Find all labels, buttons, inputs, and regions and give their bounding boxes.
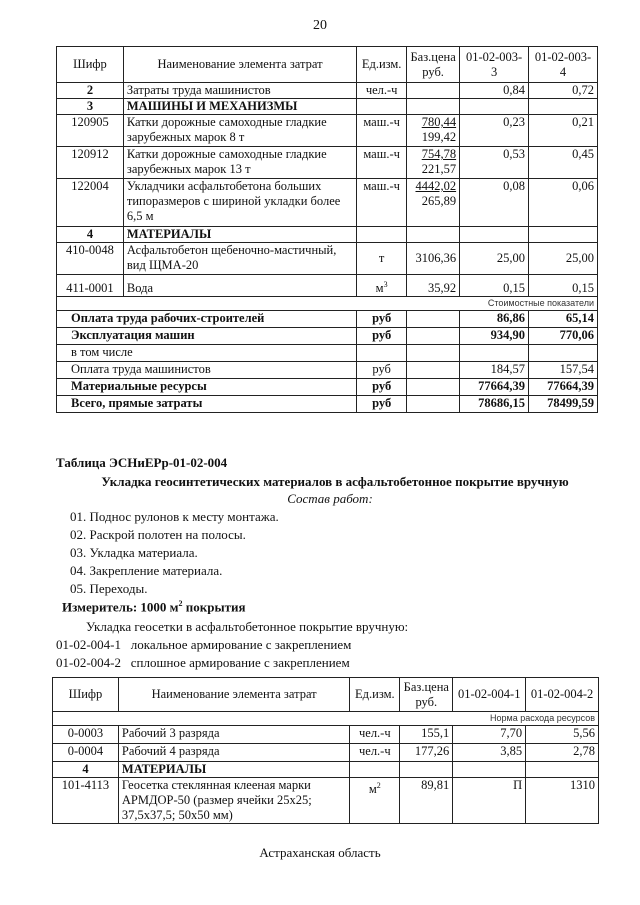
row-code: 4 bbox=[57, 227, 124, 243]
table-row bbox=[57, 275, 598, 297]
row-code: 0-0003 bbox=[53, 726, 119, 744]
row-price: 89,81 bbox=[400, 778, 453, 824]
cost-unit bbox=[357, 345, 407, 362]
cost-value-1: 934,90 bbox=[460, 328, 529, 345]
cost-label: Оплата труда машинистов bbox=[57, 362, 357, 379]
cost-unit: руб bbox=[357, 362, 407, 379]
row-value-2: 0,21 bbox=[529, 115, 598, 147]
cost-unit: руб bbox=[357, 311, 407, 328]
cost-value-2: 78499,59 bbox=[529, 396, 598, 413]
variant-code: 01-02-004-2 bbox=[56, 655, 121, 670]
row-value-2 bbox=[529, 227, 598, 243]
cost-unit: руб bbox=[357, 379, 407, 396]
cost-price bbox=[407, 379, 460, 396]
variant-row bbox=[56, 637, 351, 653]
row-name: Вода bbox=[123, 275, 356, 297]
header-col1: 01-02-004-1 bbox=[453, 678, 526, 712]
work-item: 02. Раскрой полотен на полосы. bbox=[70, 527, 246, 542]
row-code: 4 bbox=[53, 762, 119, 778]
work-composition-title: Состав работ: bbox=[287, 491, 373, 506]
meter-suffix: покрытия bbox=[182, 599, 246, 615]
cost-row bbox=[57, 311, 598, 328]
variant-text: локальное армирование с закреплением bbox=[130, 637, 352, 652]
cost-row bbox=[57, 362, 598, 379]
row-value-1 bbox=[460, 227, 529, 243]
row-name: Асфальтобетон щебеночно-мастичный, вид ЩМА-20 bbox=[123, 243, 356, 275]
row-code: 101-4113 bbox=[53, 778, 119, 824]
row-unit: маш.-ч bbox=[357, 179, 407, 227]
unit-text: м bbox=[368, 782, 377, 797]
row-name: Катки дорожные самоходные гладкие зарубежных марок 13 т bbox=[123, 147, 356, 179]
row-code: 2 bbox=[57, 83, 124, 99]
cost-price bbox=[407, 328, 460, 345]
resource-table-2 bbox=[52, 677, 599, 824]
row-name: Геосетка стеклянная клееная марки АРМДОР-50 (размер ячейки 25х25; 37,5х37,5; 50х50 мм) bbox=[118, 778, 349, 824]
table-row bbox=[53, 726, 599, 744]
cost-value-2: 770,06 bbox=[529, 328, 598, 345]
cost-row bbox=[57, 379, 598, 396]
header-unit: Ед.изм. bbox=[357, 47, 407, 83]
row-price: 3106,36 bbox=[407, 243, 460, 275]
row-name: МАТЕРИАЛЫ bbox=[118, 762, 349, 778]
header-price: Баз.цена руб. bbox=[407, 47, 460, 83]
row-price bbox=[407, 147, 460, 179]
cost-note: Стоимостные показатели bbox=[57, 297, 598, 311]
cost-value-1 bbox=[460, 345, 529, 362]
price-labor: 199,42 bbox=[421, 130, 457, 144]
row-unit: маш.-ч bbox=[357, 147, 407, 179]
row-name: Рабочий 3 разряда bbox=[118, 726, 349, 744]
cost-value-1: 78686,15 bbox=[460, 396, 529, 413]
row-price: 35,92 bbox=[407, 275, 460, 297]
row-unit: т bbox=[357, 243, 407, 275]
norm-note-row bbox=[53, 712, 599, 726]
row-value-2: 25,00 bbox=[529, 243, 598, 275]
variant-code: 01-02-004-1 bbox=[56, 637, 121, 652]
meter-label bbox=[62, 599, 246, 615]
cost-note-row bbox=[57, 297, 598, 311]
row-name: Затраты труда машинистов bbox=[123, 83, 356, 99]
row-code: 120905 bbox=[57, 115, 124, 147]
cost-unit: руб bbox=[357, 328, 407, 345]
row-code: 3 bbox=[57, 99, 124, 115]
row-value-2 bbox=[529, 99, 598, 115]
cost-value-2: 65,14 bbox=[529, 311, 598, 328]
variant-description: Укладка геосетки в асфальтобетонное покрытие вручную: bbox=[86, 619, 409, 634]
row-name: Катки дорожные самоходные гладкие зарубежных марок 8 т bbox=[123, 115, 356, 147]
row-code: 122004 bbox=[57, 179, 124, 227]
page-footer: Астраханская область bbox=[259, 845, 381, 860]
section-subtitle: Укладка геосинтетических материалов в асфальтобетонное покрытие вручную bbox=[101, 474, 569, 489]
header-name: Наименование элемента затрат bbox=[123, 47, 356, 83]
row-value-2: 0,45 bbox=[529, 147, 598, 179]
row-price: 177,26 bbox=[400, 744, 453, 762]
row-name: МАТЕРИАЛЫ bbox=[123, 227, 356, 243]
row-price bbox=[407, 179, 460, 227]
cost-row bbox=[57, 328, 598, 345]
cost-value-1: 86,86 bbox=[460, 311, 529, 328]
cost-label: Эксплуатация машин bbox=[57, 328, 357, 345]
work-item: 01. Поднос рулонов к месту монтажа. bbox=[70, 509, 279, 524]
table-row bbox=[57, 179, 598, 227]
row-unit: чел.-ч bbox=[350, 744, 400, 762]
row-unit: чел.-ч bbox=[350, 726, 400, 744]
row-code: 120912 bbox=[57, 147, 124, 179]
work-item: 05. Переходы. bbox=[70, 581, 148, 596]
table-row bbox=[53, 762, 599, 778]
unit-text: м bbox=[375, 281, 384, 295]
cost-price bbox=[407, 345, 460, 362]
variant-text: сплошное армирование с закреплением bbox=[130, 655, 350, 670]
row-value-1: 0,23 bbox=[460, 115, 529, 147]
unit-superscript: 2 bbox=[376, 781, 381, 790]
resource-table-1 bbox=[56, 46, 598, 413]
meter-text: Измеритель: 1000 м bbox=[62, 599, 179, 615]
header-name: Наименование элемента затрат bbox=[118, 678, 349, 712]
table-row bbox=[57, 99, 598, 115]
header-col2: 01-02-003-4 bbox=[529, 47, 598, 83]
row-price bbox=[407, 115, 460, 147]
table-row bbox=[57, 227, 598, 243]
header-price: Баз.цена руб. bbox=[400, 678, 453, 712]
cost-label: в том числе bbox=[57, 345, 357, 362]
cost-price bbox=[407, 311, 460, 328]
cost-row bbox=[57, 345, 598, 362]
variant-row bbox=[56, 655, 350, 671]
row-value-2: 2,78 bbox=[526, 744, 599, 762]
row-value-1: 0,53 bbox=[460, 147, 529, 179]
row-value-1 bbox=[460, 99, 529, 115]
header-unit: Ед.изм. bbox=[350, 678, 400, 712]
row-unit bbox=[357, 227, 407, 243]
price-main: 754,78 bbox=[421, 147, 457, 161]
row-code: 411-0001 bbox=[57, 275, 124, 297]
table-row bbox=[57, 83, 598, 99]
row-value-2: 0,15 bbox=[529, 275, 598, 297]
table-row bbox=[53, 744, 599, 762]
cost-price bbox=[407, 362, 460, 379]
cost-unit: руб bbox=[357, 396, 407, 413]
table-row bbox=[57, 147, 598, 179]
row-name: Рабочий 4 разряда bbox=[118, 744, 349, 762]
row-price bbox=[407, 83, 460, 99]
row-unit bbox=[357, 99, 407, 115]
row-unit bbox=[350, 762, 400, 778]
cost-label: Всего, прямые затраты bbox=[57, 396, 357, 413]
cost-price bbox=[407, 396, 460, 413]
row-price bbox=[407, 227, 460, 243]
row-value-1 bbox=[453, 762, 526, 778]
cost-row bbox=[57, 396, 598, 413]
row-value-2: 0,72 bbox=[529, 83, 598, 99]
cost-value-2: 77664,39 bbox=[529, 379, 598, 396]
row-value-1: 0,08 bbox=[460, 179, 529, 227]
cost-value-2 bbox=[529, 345, 598, 362]
price-labor: 221,57 bbox=[421, 162, 457, 176]
row-value-1: 0,15 bbox=[460, 275, 529, 297]
table-title: Таблица ЭСНиЕРр-01-02-004 bbox=[56, 455, 228, 470]
cost-value-2: 157,54 bbox=[529, 362, 598, 379]
header-col1: 01-02-003-3 bbox=[460, 47, 529, 83]
row-value-2: 5,56 bbox=[526, 726, 599, 744]
row-unit bbox=[350, 778, 400, 824]
header-code: Шифр bbox=[57, 47, 124, 83]
row-name: Укладчики асфальтобетона больших типоразмеров с шириной укладки более 6,5 м bbox=[123, 179, 356, 227]
meter-superscript: 2 bbox=[178, 599, 183, 608]
row-price bbox=[407, 99, 460, 115]
row-unit: чел.-ч bbox=[357, 83, 407, 99]
row-value-1: 7,70 bbox=[453, 726, 526, 744]
row-value-2 bbox=[526, 762, 599, 778]
row-value-1: 3,85 bbox=[453, 744, 526, 762]
row-value-1: 25,00 bbox=[460, 243, 529, 275]
price-labor: 265,89 bbox=[421, 194, 457, 208]
row-value-2: 1310 bbox=[526, 778, 599, 824]
table-row bbox=[57, 243, 598, 275]
work-item: 03. Укладка материала. bbox=[70, 545, 198, 560]
header-col2: 01-02-004-2 bbox=[526, 678, 599, 712]
row-price: 155,1 bbox=[400, 726, 453, 744]
row-value-1: П bbox=[453, 778, 526, 824]
row-value-2: 0,06 bbox=[529, 179, 598, 227]
row-name: МАШИНЫ И МЕХАНИЗМЫ bbox=[123, 99, 356, 115]
unit-superscript: 3 bbox=[383, 279, 388, 289]
cost-label: Оплата труда рабочих-строителей bbox=[57, 311, 357, 328]
row-price bbox=[400, 762, 453, 778]
row-unit bbox=[357, 275, 407, 297]
norm-note: Норма расхода ресурсов bbox=[53, 712, 599, 726]
cost-value-1: 184,57 bbox=[460, 362, 529, 379]
page-number: 20 bbox=[313, 18, 327, 33]
header-code: Шифр bbox=[53, 678, 119, 712]
table-row bbox=[53, 778, 599, 824]
work-item: 04. Закрепление материала. bbox=[70, 563, 223, 578]
price-main: 4442,02 bbox=[415, 179, 457, 193]
cost-value-1: 77664,39 bbox=[460, 379, 529, 396]
table-row bbox=[57, 115, 598, 147]
row-value-1: 0,84 bbox=[460, 83, 529, 99]
row-unit: маш.-ч bbox=[357, 115, 407, 147]
price-main: 780,44 bbox=[421, 115, 457, 129]
row-code: 0-0004 bbox=[53, 744, 119, 762]
cost-label: Материальные ресурсы bbox=[57, 379, 357, 396]
row-code: 410-0048 bbox=[57, 243, 124, 275]
